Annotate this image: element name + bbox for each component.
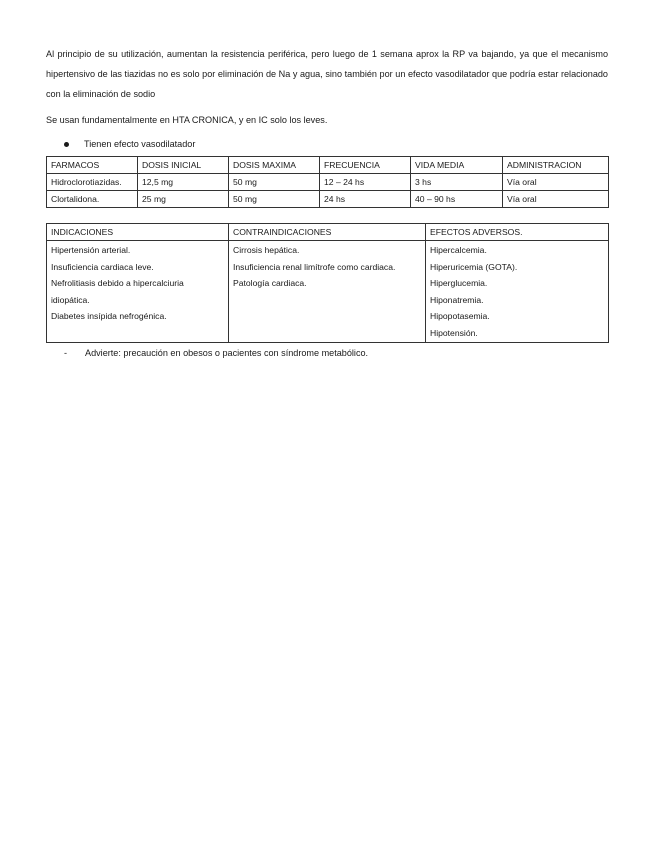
- drug-header-dosis-inicial: DOSIS INICIAL: [138, 157, 229, 174]
- efectos-cell: [426, 241, 609, 343]
- drug-cell: 24 hs: [320, 191, 411, 208]
- clinical-header-indicaciones: INDICACIONES: [47, 224, 229, 241]
- list-item: Patología cardiaca.: [233, 278, 307, 289]
- list-item: Hiperglucemia.: [430, 278, 488, 289]
- list-item: Insuficiencia cardiaca leve.: [51, 261, 154, 272]
- drug-cell: Clortalidona.: [47, 191, 138, 208]
- clinical-table-header-row: [47, 224, 609, 241]
- drug-header-dosis-maxima: DOSIS MAXIMA: [229, 157, 320, 174]
- list-item: idiopática.: [51, 294, 90, 305]
- drug-cell: Vía oral: [503, 191, 609, 208]
- drug-table-header-row: [47, 157, 609, 174]
- drug-cell: 40 – 90 hs: [411, 191, 503, 208]
- drug-header-farmacos: FARMACOS: [47, 157, 138, 174]
- contraindicaciones-cell: [229, 241, 426, 343]
- usage-paragraph: Se usan fundamentalmente en HTA CRONICA, y en IC solo los leves.: [46, 115, 328, 125]
- drug-header-frecuencia: FRECUENCIA: [320, 157, 411, 174]
- list-item: Cirrosis hepática.: [233, 245, 300, 255]
- clinical-header-contraindicaciones: CONTRAINDICACIONES: [229, 224, 426, 241]
- drug-cell: Vía oral: [503, 174, 609, 191]
- table-row: [47, 241, 609, 343]
- list-item: Hipertensión arterial.: [51, 245, 131, 255]
- intro-paragraph: Al principio de su utilización, aumentan la resistencia periférica, pero luego de 1 semana aprox la RP va bajando, ya que el mecanismo hipertensivo de las tiazidas no es solo por eliminación de Na y agua, sino también por un efecto vasodilatador que podría estar relacionado con la eliminación de sodio: [46, 49, 608, 99]
- list-item: Hiponatremia.: [430, 294, 484, 305]
- list-item: Insuficiencia renal limítrofe como cardiaca.: [233, 261, 396, 272]
- note-dash: -: [64, 347, 68, 358]
- drug-header-administracion: ADMINISTRACION: [503, 157, 609, 174]
- drug-cell: 50 mg: [229, 191, 320, 208]
- list-item: Hiperuricemia (GOTA).: [430, 261, 518, 272]
- list-item: Hipopotasemia.: [430, 311, 490, 322]
- clinical-table: [46, 223, 609, 343]
- drug-cell: 25 mg: [138, 191, 229, 208]
- list-item: Nefrolitiasis debido a hipercalciuria: [51, 278, 184, 289]
- document-page: [46, 44, 608, 360]
- bullet-dot-icon: [64, 142, 69, 147]
- drug-cell: 3 hs: [411, 174, 503, 191]
- list-item: Hipercalcemia.: [430, 245, 487, 255]
- drug-table: [46, 156, 609, 208]
- drug-header-vida-media: VIDA MEDIA: [411, 157, 503, 174]
- list-item: Diabetes insípida nefrogénica.: [51, 311, 167, 322]
- list-item: Hipotensión.: [430, 327, 478, 338]
- table-row: [47, 191, 609, 208]
- table-row: [47, 174, 609, 191]
- drug-cell: Hidroclorotiazidas.: [47, 174, 138, 191]
- bullet-item: [46, 134, 608, 154]
- note-text: Advierte: precaución en obesos o pacientes con síndrome metabólico.: [85, 347, 369, 358]
- drug-cell: 12,5 mg: [138, 174, 229, 191]
- warning-note: [46, 346, 608, 360]
- bullet-text: Tienen efecto vasodilatador: [84, 139, 196, 149]
- drug-cell: 12 – 24 hs: [320, 174, 411, 191]
- drug-cell: 50 mg: [229, 174, 320, 191]
- clinical-header-efectos: EFECTOS ADVERSOS.: [426, 224, 609, 241]
- indicaciones-cell: [47, 241, 229, 343]
